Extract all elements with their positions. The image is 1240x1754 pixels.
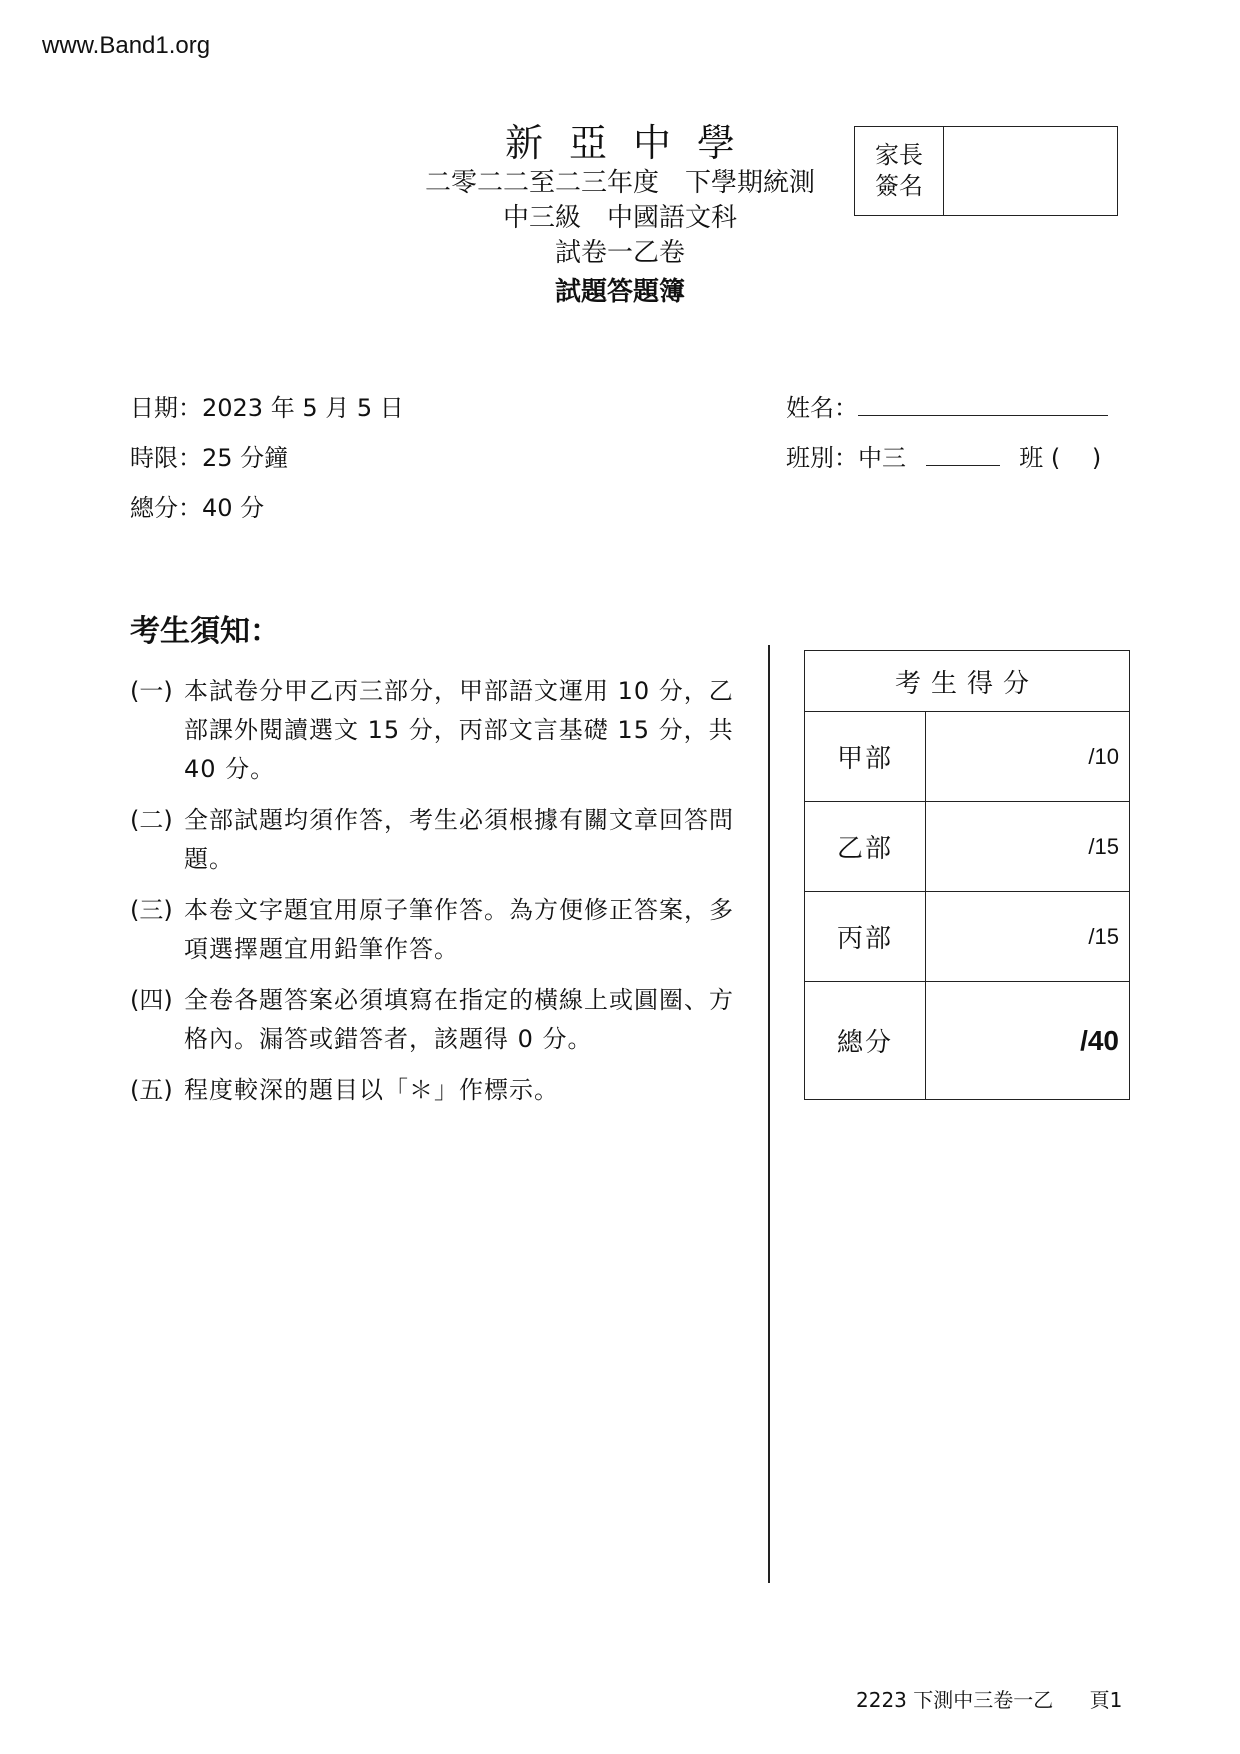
notice-item: [130, 672, 750, 789]
notice-item-text: 本試卷分甲乙丙三部分，甲部語文運用 10 分，乙部課外閱讀選文 15 分，丙部文言基礎 15 分，共 40 分。: [184, 677, 734, 783]
score-table-header-row: [805, 651, 1130, 712]
name-label: 姓名：: [786, 394, 858, 422]
exam-header: [380, 120, 860, 310]
notice-item: [130, 891, 750, 969]
score-table-title: 考生得分: [805, 651, 1130, 712]
notice-item: [130, 801, 750, 879]
signature-label-line2: 簽名: [875, 172, 923, 200]
exam-date: 日期：2023 年 5 月 5 日: [130, 394, 404, 422]
score-row-label: 乙部: [805, 802, 926, 892]
class-row: [786, 438, 1101, 473]
parent-signature-field[interactable]: [944, 127, 1117, 215]
school-name: 新亞中學: [504, 121, 761, 165]
class-label: 班別：中三: [786, 444, 906, 472]
notice-title: 考生須知：: [130, 614, 280, 649]
score-table: [804, 650, 1130, 1100]
notice-list: [130, 672, 750, 1122]
notice-item-text: 程度較深的題目以「＊」作標示。: [184, 1076, 559, 1104]
notice-item-text: 全卷各題答案必須填寫在指定的橫線上或圓圈、方格內。漏答或錯答者，該題得 0 分。: [184, 986, 734, 1053]
notice-item: [130, 1071, 750, 1110]
exam-time-limit: 時限：25 分鐘: [130, 444, 289, 472]
notice-item-number: (五): [130, 1076, 173, 1104]
notice-item-number: (一): [130, 677, 173, 705]
score-row-max[interactable]: /40: [926, 982, 1130, 1100]
name-row: [786, 388, 1108, 423]
score-row-max[interactable]: /10: [926, 712, 1130, 802]
notice-item-text: 本卷文字題宜用原子筆作答。為方便修正答案，多項選擇題宜用鉛筆作答。: [184, 896, 734, 963]
column-divider: [768, 645, 770, 1583]
notice-item-number: (三): [130, 896, 173, 924]
class-field[interactable]: [926, 443, 1000, 466]
booklet-title: 試題答題簿: [554, 277, 685, 307]
name-field[interactable]: [858, 393, 1108, 416]
score-row-label: 總分: [805, 982, 926, 1100]
score-row-max[interactable]: /15: [926, 892, 1130, 982]
notice-item-text: 全部試題均須作答，考生必須根據有關文章回答問題。: [184, 806, 734, 873]
score-row-part-a: [805, 712, 1130, 802]
score-row-max[interactable]: /15: [926, 802, 1130, 892]
class-number-label: 班 ( ): [1019, 444, 1102, 472]
score-row-total: [805, 982, 1130, 1100]
score-row-label: 丙部: [805, 892, 926, 982]
page-footer: [856, 1684, 1122, 1713]
notice-item-number: (二): [130, 806, 173, 834]
score-row-label: 甲部: [805, 712, 926, 802]
paper-line: 試卷一乙卷: [554, 238, 685, 268]
exam-year-line: 二零二二至二三年度 下學期統測: [424, 168, 815, 198]
parent-signature-box: [854, 126, 1118, 216]
notice-item-number: (四): [130, 986, 173, 1014]
score-row-part-b: [805, 802, 1130, 892]
footer-code: 2223 下測中三卷一乙: [856, 1688, 1054, 1712]
footer-page-number: 頁1: [1089, 1688, 1123, 1712]
exam-total-marks: 總分：40 分: [130, 494, 265, 522]
score-row-part-c: [805, 892, 1130, 982]
parent-signature-label: [855, 127, 944, 215]
class-subject-line: 中三級 中國語文科: [502, 203, 737, 233]
watermark: www.Band1.org: [42, 32, 211, 59]
signature-label-line1: 家長: [875, 141, 923, 169]
notice-item: [130, 981, 750, 1059]
